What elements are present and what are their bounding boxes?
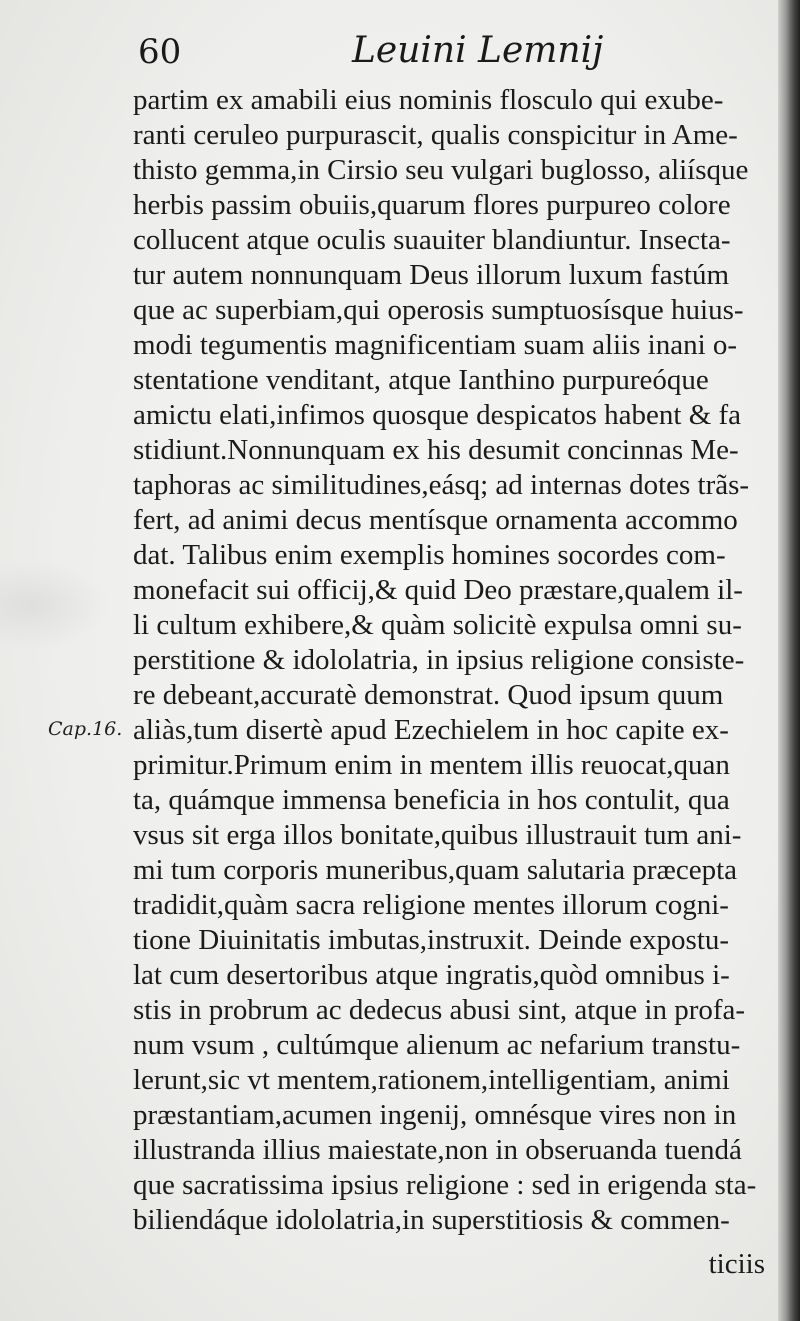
text-line: lat cum desertoribus atque ingratis,quòd omnibus i- (133, 959, 730, 991)
text-line: stis in probrum ac dedecus abusi sint, atque in profa- (133, 994, 746, 1026)
text-line: illustranda illius maiestate,non in obseruanda tuendá (133, 1134, 742, 1166)
text-line: herbis passim obuiis,quarum flores purpureo colore (133, 189, 731, 221)
page-number: 60 (138, 32, 182, 72)
text-line: taphoras ac similitudines,eásq; ad internas dotes trãs- (133, 469, 750, 501)
text-line: re debeant,accuratè demonstrat. Quod ipsum quum (133, 679, 724, 711)
text-line: lerunt,sic vt mentem,rationem,intelligentiam, animi (133, 1064, 730, 1096)
page-binding-edge (778, 0, 800, 1321)
text-line: ranti ceruleo purpurascit, qualis conspicitur in Ame- (133, 119, 738, 151)
text-line: præstantiam,acumen ingenij, omnésque vires non in (133, 1099, 737, 1131)
text-line: que ac superbiam,qui operosis sumptuosísque huius- (133, 294, 744, 326)
text-line: li cultum exhibere,& quàm solicitè expulsa omni su- (133, 609, 742, 641)
text-line: tione Diuinitatis imbutas,instruxit. Deinde expostu- (133, 924, 730, 956)
text-line: stidiunt.Nonnunquam ex his desumit concinnas Me- (133, 434, 739, 466)
text-line: monefacit sui officij,& quid Deo præstare,qualem il- (133, 574, 743, 606)
text-line: thisto gemma,in Cirsio seu vulgari buglosso, aliísque (133, 154, 749, 186)
text-line: perstitione & idololatria, in ipsius religione consiste- (133, 644, 745, 676)
text-line: mi tum corporis muneribus,quam salutaria præcepta (133, 854, 738, 886)
text-line: aliàs,tum disertè apud Ezechielem in hoc capite ex- (133, 714, 729, 746)
margin-note: Cap.16. (48, 718, 123, 740)
text-line: vsus sit erga illos bonitate,quibus illustrauit tum ani- (133, 819, 742, 851)
text-line: dat. Talibus enim exemplis homines socordes com- (133, 539, 726, 571)
text-line: amictu elati,infimos quosque despicatos habent & fa (133, 399, 742, 431)
text-line: partim ex amabili eius nominis flosculo qui exube- (133, 84, 724, 116)
running-head (0, 0, 778, 90)
text-line: ta, quámque immensa beneficia in hos contulit, qua (133, 784, 730, 816)
text-line: que sacratissima ipsius religione : sed in erigenda sta- (133, 1169, 757, 1201)
text-line: stentatione venditant, atque Ianthino purpureóque (133, 364, 709, 396)
text-line: collucent atque oculis suauiter blandiuntur. Insecta- (133, 224, 731, 256)
running-title: Leuini Lemnij (352, 30, 604, 71)
text-line: tur autem nonnunquam Deus illorum luxum fastúm (133, 259, 730, 291)
show-through-stain (0, 560, 110, 650)
text-line: modi tegumentis magnificentiam suam aliis inani o- (133, 329, 738, 361)
text-line: num vsum , cultúmque alienum ac nefarium transtu- (133, 1029, 741, 1061)
text-line: fert, ad animi decus mentísque ornamenta accommo (133, 504, 738, 536)
text-line: biliendáque idololatria,in superstitiosis & commen- (133, 1204, 730, 1236)
text-line: tradidit,quàm sacra religione mentes illorum cogni- (133, 889, 729, 921)
catchword: ticiis (708, 1248, 765, 1280)
text-line: primitur.Primum enim in mentem illis reuocat,quan (133, 749, 730, 781)
